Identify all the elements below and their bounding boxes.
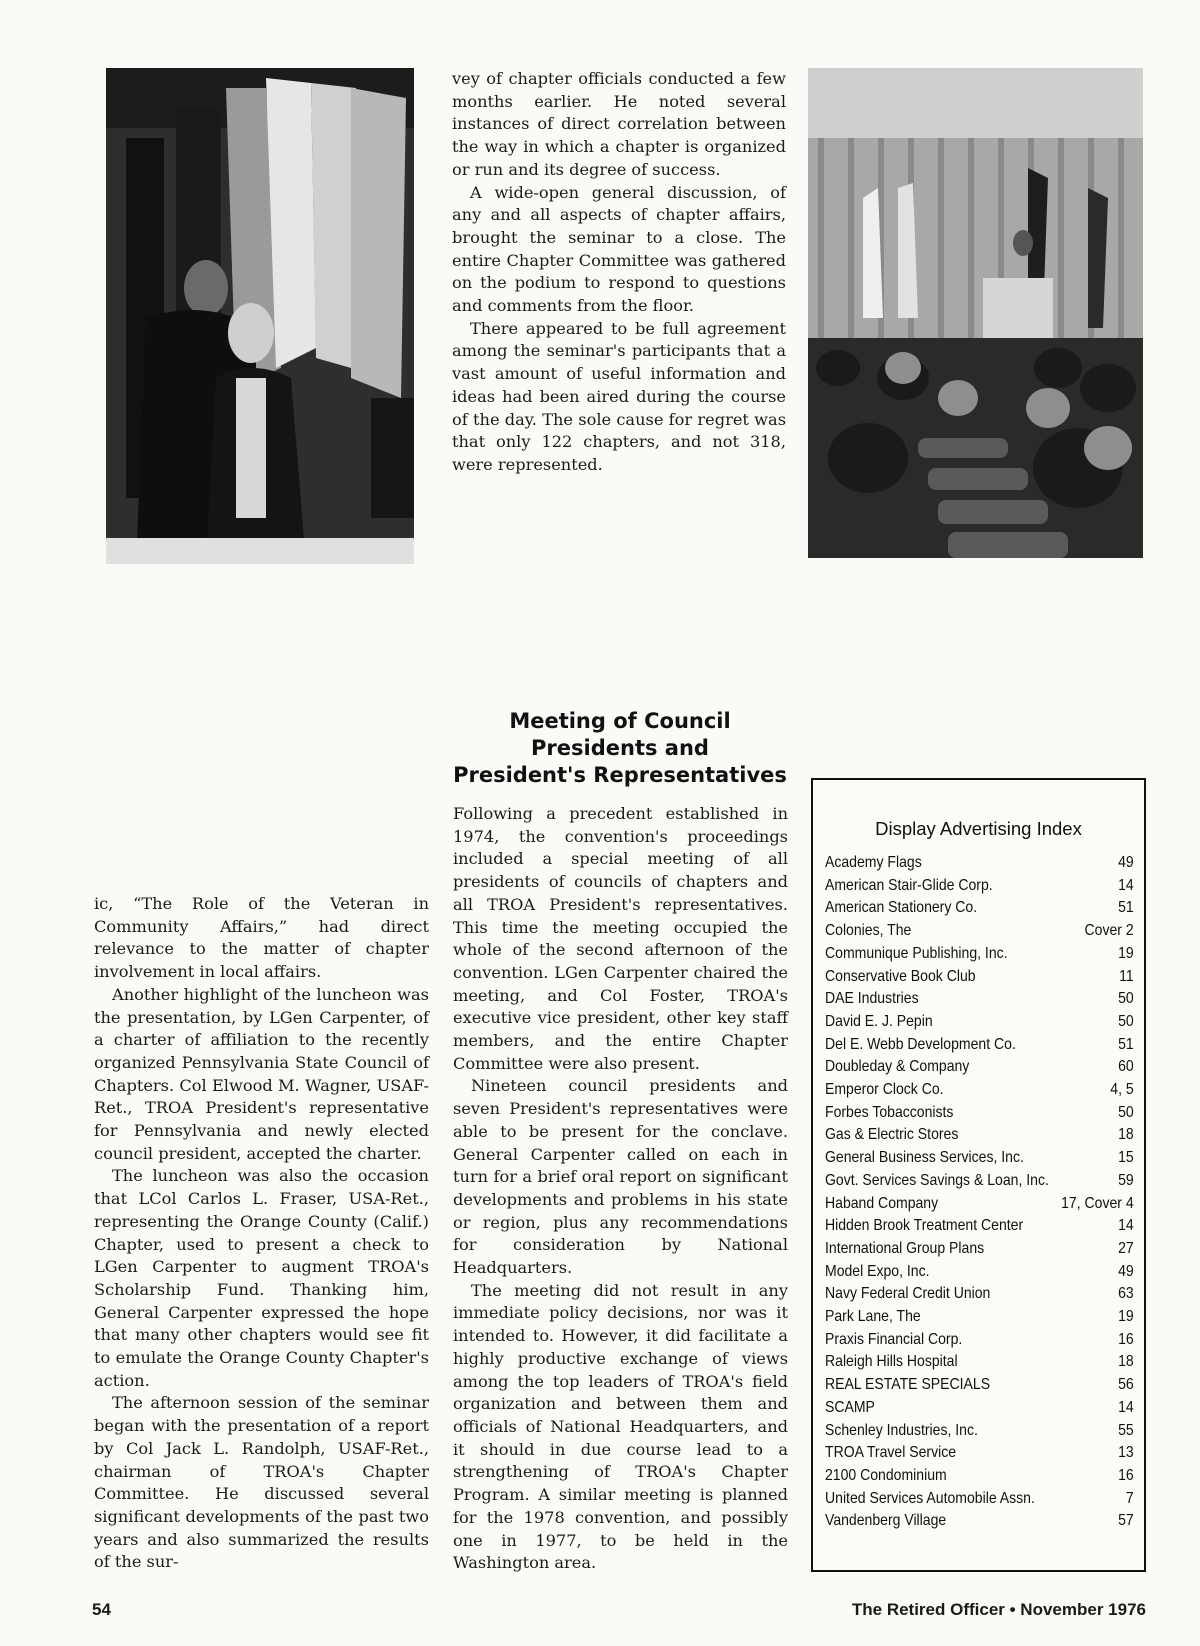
- index-entry-page: 14: [1118, 876, 1134, 894]
- index-entry-page: 16: [1118, 1466, 1134, 1484]
- index-entry-page: 27: [1118, 1239, 1134, 1257]
- index-entry: [825, 1283, 1134, 1306]
- index-entry-name: Model Expo, Inc.: [825, 1262, 930, 1280]
- index-entry-name: United Services Automobile Assn.: [825, 1489, 1035, 1507]
- index-entry: [825, 1397, 1134, 1420]
- index-entry: [825, 1238, 1134, 1261]
- index-entry-name: American Stair-Glide Corp.: [825, 876, 993, 894]
- index-entry-page: 18: [1118, 1126, 1134, 1144]
- index-entry: [825, 1488, 1134, 1511]
- index-entry: [825, 1261, 1134, 1284]
- section-text-column: [453, 803, 788, 1575]
- index-entry: [825, 897, 1134, 920]
- index-entry-name: Gas & Electric Stores: [825, 1126, 959, 1144]
- index-entry-page: 57: [1118, 1512, 1134, 1530]
- index-entry: [825, 920, 1134, 943]
- index-entry-name: Emperor Clock Co.: [825, 1081, 944, 1099]
- index-entry-name: Academy Flags: [825, 854, 922, 871]
- index-entry-page: 59: [1118, 1171, 1134, 1189]
- index-entry-name: Navy Federal Credit Union: [825, 1285, 991, 1303]
- index-entry: [825, 1374, 1134, 1397]
- index-entry-name: REAL ESTATE SPECIALS: [825, 1376, 991, 1394]
- index-entry: [825, 1465, 1134, 1488]
- index-entry: [825, 1124, 1134, 1147]
- index-entry-name: Hidden Brook Treatment Center: [825, 1217, 1024, 1235]
- index-entry-name: TROA Travel Service: [825, 1444, 957, 1462]
- section-paragraph: Nineteen council presidents and seven President's representatives were able to be present for the conclave. General Carpenter called on each in turn for a brief oral report on significant developments and problems in his state or region, plus any recommendations for consideration by National Headquarters.: [453, 1076, 788, 1278]
- heading-line: Meeting of Council: [509, 709, 731, 733]
- index-entry-page: 16: [1118, 1330, 1134, 1348]
- index-entry-name: Praxis Financial Corp.: [825, 1330, 963, 1348]
- publication-footer: The Retired Officer • November 1976: [851, 1600, 1146, 1619]
- index-entry-page: 56: [1118, 1376, 1134, 1394]
- index-entry-page: 60: [1118, 1058, 1134, 1076]
- photo-handshake: [106, 68, 414, 564]
- index-title: Display Advertising Index: [875, 818, 1082, 839]
- index-entry-name: SCAMP: [825, 1398, 875, 1416]
- index-entry: [825, 1329, 1134, 1352]
- index-entry-page: 14: [1118, 1398, 1134, 1416]
- index-entry-page: 4, 5: [1110, 1081, 1134, 1099]
- index-entry-name: 2100 Condominium: [825, 1466, 947, 1484]
- index-entry-page: 55: [1118, 1421, 1134, 1439]
- index-entry-page: 49: [1118, 854, 1134, 871]
- index-entry: [825, 1102, 1134, 1125]
- index-entry-name: Doubleday & Company: [825, 1058, 970, 1076]
- index-entry-name: Haband Company: [825, 1194, 939, 1212]
- index-entry-name: DAE Industries: [825, 990, 919, 1008]
- index-entry: [825, 1056, 1134, 1079]
- index-entry-page: 51: [1118, 1035, 1134, 1053]
- index-entry-page: 7: [1125, 1489, 1134, 1507]
- index-entry: [825, 1147, 1134, 1170]
- advertising-index-box: [811, 778, 1146, 1572]
- index-entry-page: 50: [1118, 1012, 1134, 1030]
- index-entry-name: Park Lane, The: [825, 1308, 921, 1326]
- index-entry-page: 15: [1118, 1149, 1134, 1167]
- index-entry-page: 14: [1118, 1217, 1134, 1235]
- index-entry-page: 11: [1119, 967, 1134, 985]
- index-entry-name: American Stationery Co.: [825, 899, 978, 917]
- index-entry-page: 50: [1118, 990, 1134, 1008]
- photo-audience: [808, 68, 1143, 558]
- index-entry: [825, 1034, 1134, 1057]
- index-entry-page: 63: [1118, 1285, 1134, 1303]
- heading-line: President's Representatives: [453, 763, 787, 787]
- top-paragraph: vey of chapter officials conducted a few months earlier. He noted several instances of direct correlation between the way in which a chapter is organized or run and its degree of success.: [452, 69, 786, 179]
- index-entry: [825, 1306, 1134, 1329]
- top-paragraph: A wide-open general discussion, of any and all aspects of chapter affairs, brought the seminar to a close. The entire Chapter Committee was gathered on the podium to respond to questions and comments from the floor.: [452, 182, 786, 316]
- top-text-column: [452, 68, 786, 477]
- index-entry-name: Del E. Webb Development Co.: [825, 1035, 1016, 1053]
- page-number: 54: [92, 1600, 111, 1619]
- index-entry-name: Forbes Tobacconists: [825, 1103, 954, 1121]
- index-entry-name: David E. J. Pepin: [825, 1012, 933, 1030]
- left-paragraph: The luncheon was also the occasion that LCol Carlos L. Fraser, USA-Ret., representing the Orange County (Calif.) Chapter, used to present a check to LGen Carpenter to augment TROA's Scholarship Fund. Thanking him, General Carpenter expressed the hope that many other chapters would see fit to emulate the Orange County Chapter's action.: [94, 1166, 429, 1390]
- index-entry: [825, 1011, 1134, 1034]
- index-entry-page: 19: [1118, 944, 1134, 962]
- index-entry: [825, 1442, 1134, 1465]
- index-entry: [825, 943, 1134, 966]
- index-entry-name: Raleigh Hills Hospital: [825, 1353, 958, 1371]
- index-entry-name: Schenley Industries, Inc.: [825, 1421, 978, 1439]
- index-list: [813, 852, 1144, 1533]
- index-entry-name: Vandenberg Village: [825, 1512, 947, 1530]
- section-heading: [440, 708, 800, 789]
- index-entry-page: 19: [1118, 1308, 1134, 1326]
- index-entry-name: Communique Publishing, Inc.: [825, 944, 1008, 962]
- index-entry: [825, 1351, 1134, 1374]
- index-entry: [825, 1215, 1134, 1238]
- index-entry: [825, 966, 1134, 989]
- left-paragraph: Another highlight of the luncheon was the presentation, by LGen Carpenter, of a charter of affiliation to the recently organized Pennsylvania State Council of Chapters. Col Elwood M. Wagner, USAF-Ret., TROA President's representative for Pennsylvania and newly elected council president, accepted the charter.: [94, 984, 429, 1163]
- index-entry-page: 17, Cover 4: [1061, 1194, 1134, 1212]
- index-entry-page: 18: [1118, 1353, 1134, 1371]
- heading-line: Presidents and: [531, 736, 709, 760]
- index-entry-page: 50: [1118, 1103, 1134, 1121]
- left-paragraph: The afternoon session of the seminar began with the presentation of a report by Col Jack L. Randolph, USAF-Ret., chairman of TROA's Chapter Committee. He discussed several significant developments of the past two years and also summarized the results of the sur-: [94, 1393, 429, 1572]
- index-entry-page: 13: [1118, 1444, 1134, 1462]
- section-paragraph: Following a precedent established in 1974, the convention's proceedings included a special meeting of all presidents of councils of chapters and all TROA President's representatives. This time the meeting occupied the whole of the second afternoon of the convention. LGen Carpenter chaired the meeting, and Col Foster, TROA's executive vice president, other key staff members, and the entire Chapter Committee were also present.: [453, 804, 788, 1073]
- index-entry-name: Govt. Services Savings & Loan, Inc.: [825, 1171, 1049, 1189]
- index-entry: [825, 1170, 1134, 1193]
- index-entry: [825, 875, 1134, 898]
- index-entry: [825, 1193, 1134, 1216]
- index-entry-name: Conservative Book Club: [825, 967, 976, 985]
- index-entry: [825, 1420, 1134, 1443]
- index-entry-page: 51: [1118, 899, 1134, 917]
- left-paragraph: ic, “The Role of the Veteran in Community Affairs,” had direct relevance to the matter of chapter involvement in local affairs.: [94, 894, 429, 982]
- left-text-column: [94, 893, 429, 1574]
- top-paragraph: There appeared to be full agreement among the seminar's participants that a vast amount of useful information and ideas had been aired during the course of the day. The sole cause for regret was that only 122 chapters, and not 318, were represented.: [452, 318, 786, 474]
- index-entry: [825, 1510, 1134, 1533]
- index-entry: [825, 988, 1134, 1011]
- index-entry-name: International Group Plans: [825, 1239, 985, 1257]
- index-entry-name: General Business Services, Inc.: [825, 1149, 1024, 1167]
- index-entry-name: Colonies, The: [825, 922, 912, 940]
- index-entry: [825, 852, 1134, 875]
- section-paragraph: The meeting did not result in any immediate policy decisions, nor was it intended to. However, it did facilitate a highly productive exchange of views among the top leaders of TROA's field organization and between them and officials of National Headquarters, and it should in due course lead to a strengthening of TROA's Chapter Program. A similar meeting is planned for the 1978 convention, and possibly one in 1977, to be held in the Washington area.: [453, 1280, 788, 1573]
- index-entry-page: 49: [1118, 1262, 1134, 1280]
- index-entry: [825, 1079, 1134, 1102]
- index-entry-page: Cover 2: [1084, 922, 1134, 940]
